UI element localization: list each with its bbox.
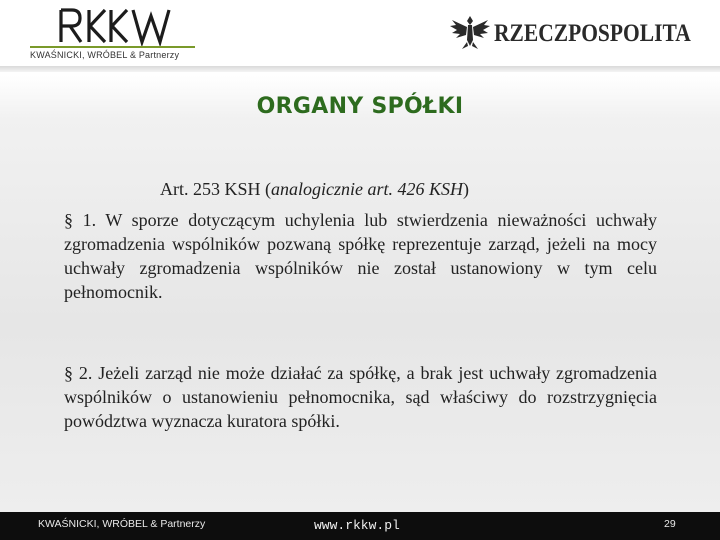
paragraph-1: § 1. W sporze dotyczącym uchylenia lub stwierdzenia nieważności uchwały zgromadzenia wspólników pozwaną spółkę reprezentuje zarząd, jeżeli na mocy uchwały zgromadzenia wspólników nie został ustanowiony w tym celu pełnomocnik. [64, 210, 657, 302]
footer-website-link[interactable]: www.rkkw.pl [314, 518, 400, 533]
article-reference-italic: analogicznie art. 426 KSH [271, 179, 463, 199]
footer [0, 512, 720, 540]
rzeczpospolita-wordmark: RZECZPOSPOLITA [494, 20, 691, 47]
page-number: 29 [664, 518, 676, 530]
footer-firm: KWAŚNICKI, WRÓBEL & Partnerzy [38, 518, 206, 530]
rkkw-logo [30, 6, 210, 64]
article-reference-suffix: ) [463, 179, 469, 199]
rkkw-monogram-icon [58, 6, 188, 46]
article-reference [160, 179, 469, 200]
logo-accent-bar [30, 46, 195, 48]
article-reference-prefix: Art. 253 KSH ( [160, 179, 271, 199]
logo-subtitle: KWAŚNICKI, WRÓBEL & Partnerzy [30, 50, 180, 60]
paragraph-2: § 2. Jeżeli zarząd nie może działać za spółkę, a brak jest uchwały zgromadzenia wspólników o ustanowieniu pełnomocnika, sąd właściwy do rozstrzygnięcia powództwa wyznacza kuratora spółki. [64, 363, 657, 431]
header-divider [0, 66, 720, 72]
slide-title: ORGANY SPÓŁKI [256, 94, 464, 119]
eagle-emblem-icon [448, 12, 492, 52]
rzeczpospolita-logo [448, 12, 713, 52]
